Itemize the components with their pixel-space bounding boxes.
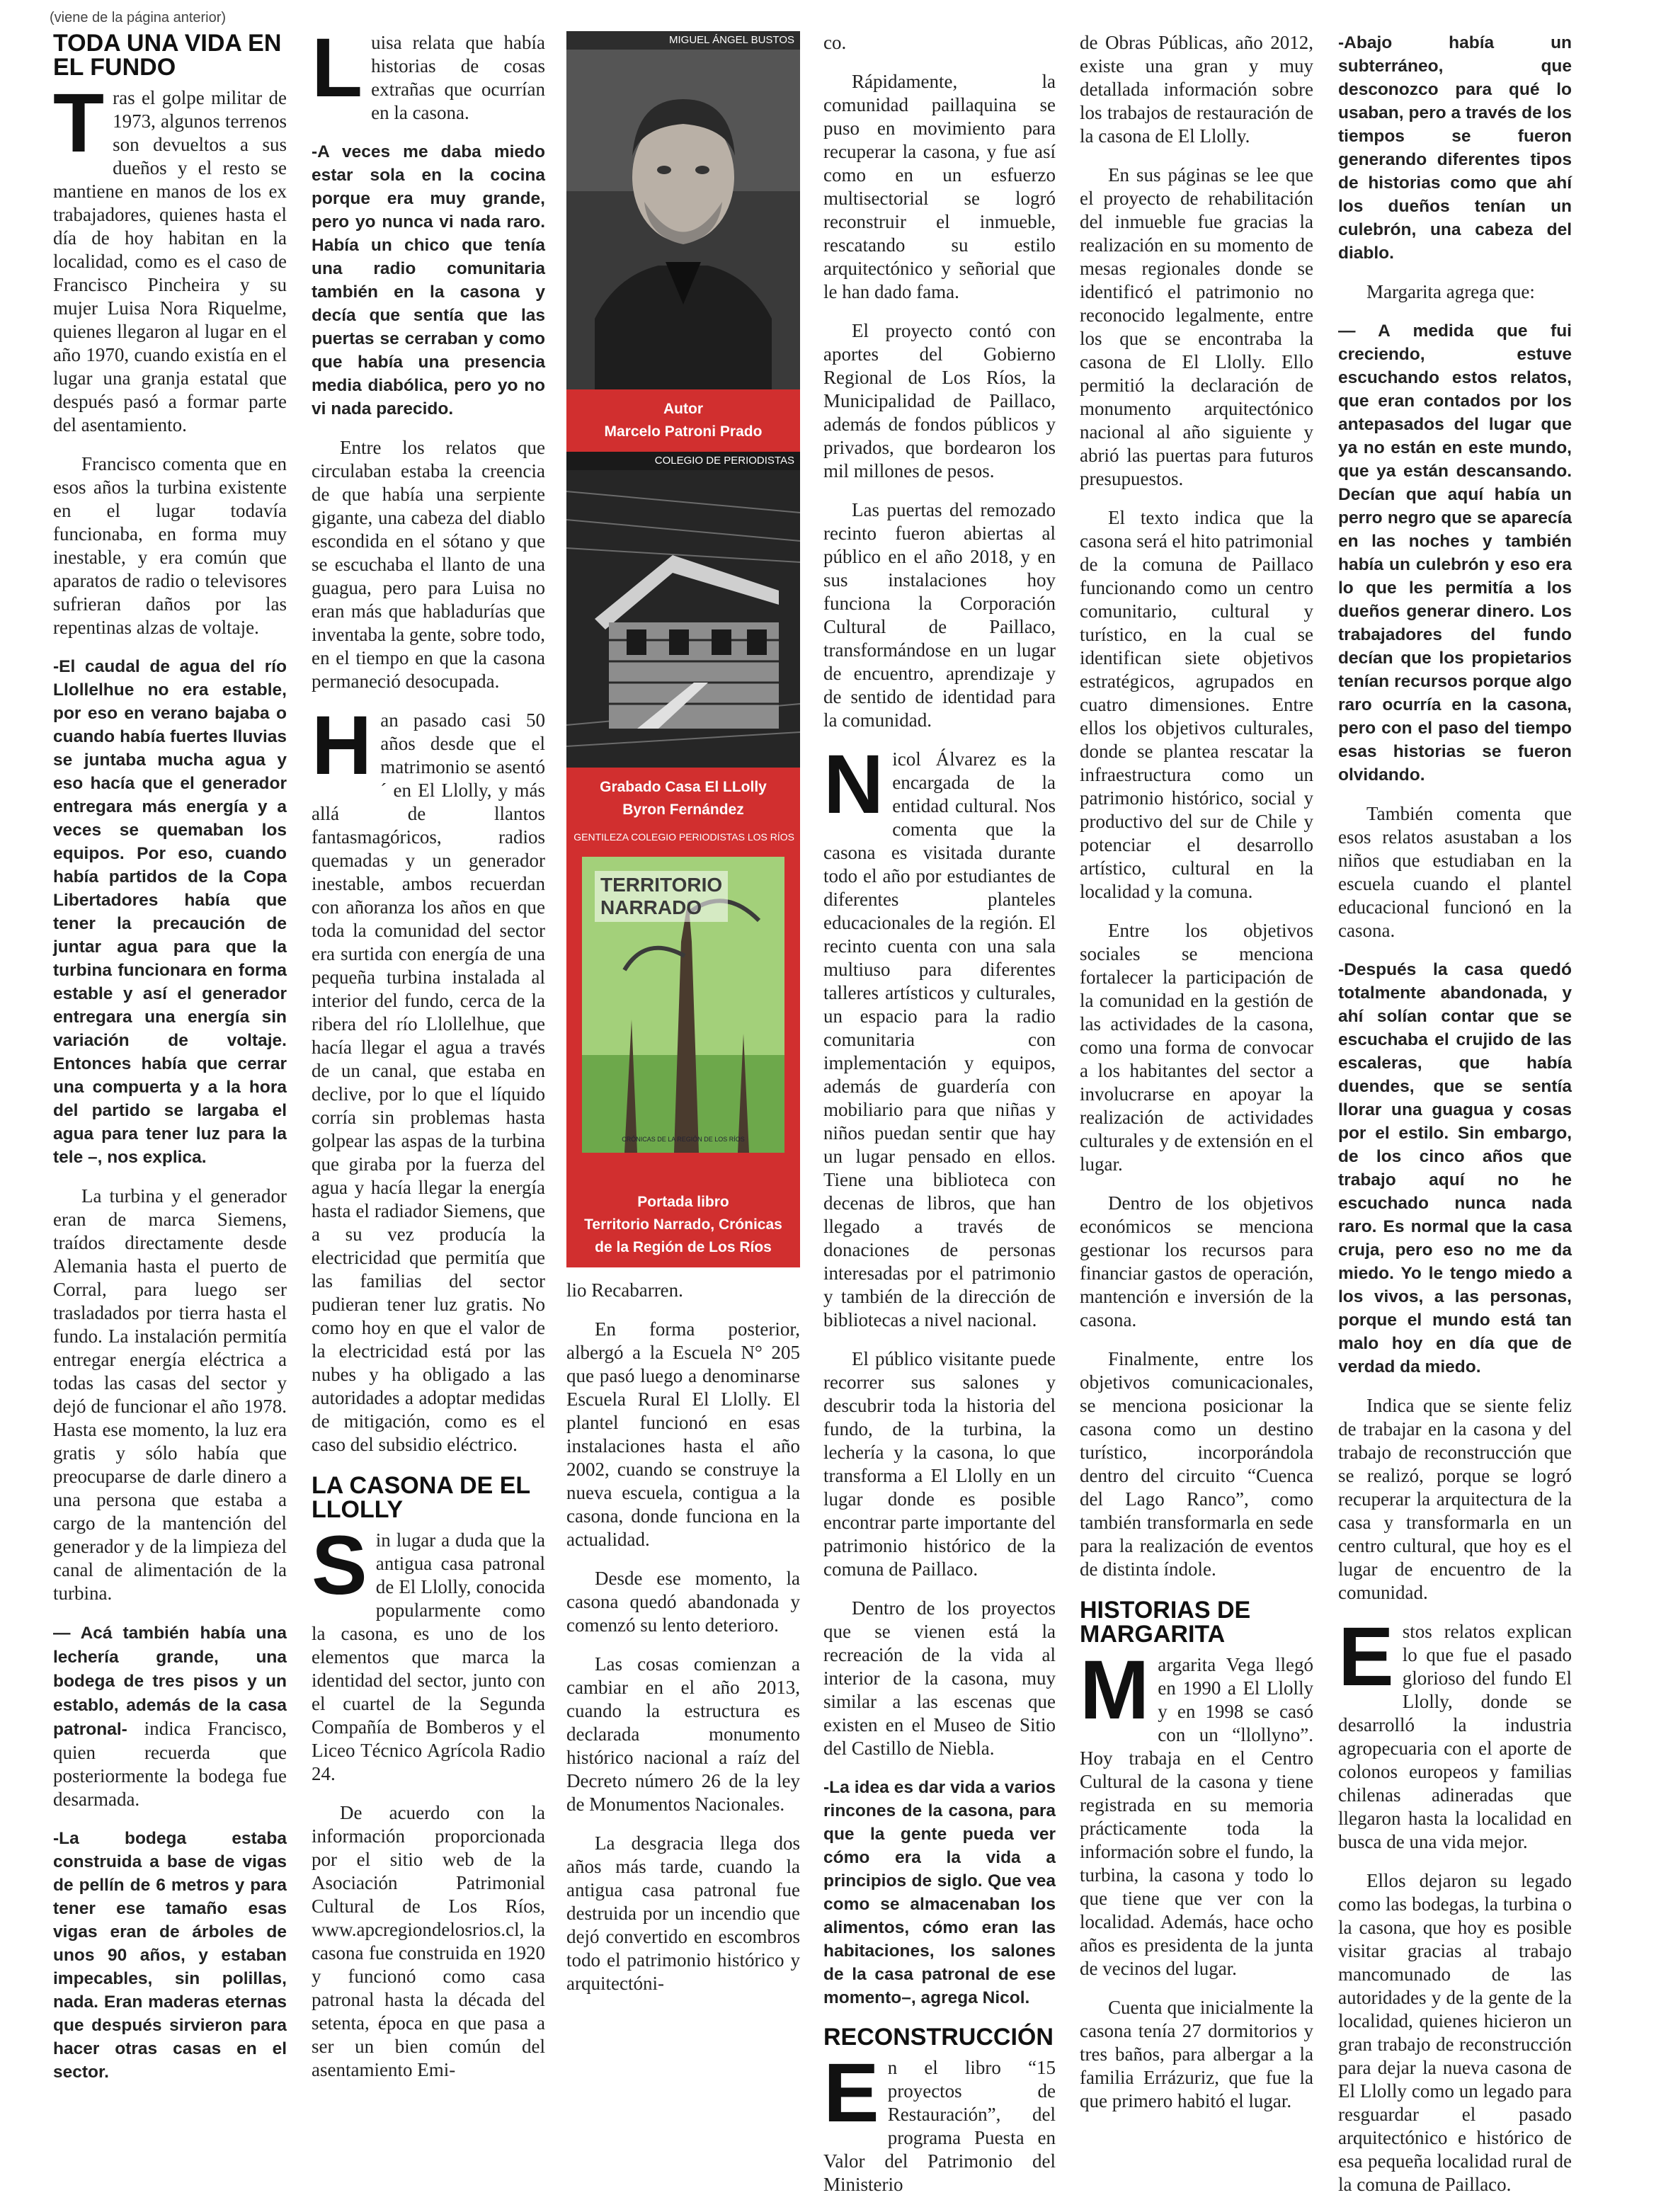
paragraph: En forma posterior, albergó a la Escuela N° 205 que pasó luego a denominarse Escuela Rural El Llolly. El plantel funcionó en esas instalaciones hasta el año 2002, cuando se construye la nueva escuela, contigua a la casona, donde funciona en la actualidad.: [566, 1318, 800, 1550]
drop-cap: N: [823, 738, 884, 831]
house-engraving-image: [566, 470, 800, 768]
paragraph: En sus páginas se lee que el proyecto de rehabilitación del inmueble fue gracias la realización en su momento de mesas regionales donde se identificó el patrimonio no reconocido legalmente, entre los que se encontraba la casona de El Llolly. Ello permitió la declaración de monumento arquitectónico nacional al año siguiente y abrió las puertas para futuros presupuestos.: [1080, 164, 1313, 489]
paragraph: El proyecto contó con aportes del Gobierno Regional de Los Ríos, la Municipalidad de Paillaco, además de fondos públicos y privados, que bordearon los mil millones de pesos.: [823, 320, 1056, 481]
quote: -La idea es dar vida a varios rincones de la casona, para que la gente pueda ver cómo era la vida a principios de siglo. Que vea como se almacenaban los alimentos, cómo eran las habitaciones, los salones de la casa patronal de ese momento–, agrega Nicol.: [823, 1778, 1056, 2007]
paragraph: El público visitante puede recorrer sus salones y descubrir toda la historia del fundo, de la turbina, la lechería y la casona, lo que transforma a El Llolly en un lugar donde es posible encontrar parte importante del patrimonio histórico de la comuna de Paillaco.: [823, 1348, 1056, 1580]
drop-cap: E: [1338, 1610, 1394, 1704]
column-2: [312, 21, 545, 2097]
drop-cap: T: [53, 76, 105, 170]
quote: -El caudal de agua del río Llollelhue no era estable, por eso en verano bajaba o cuando había fuertes lluvias se juntaba mucha agua y eso hacía que el generador entregara más energía y a veces se quemaban los equipos. Por eso, cuando había partidos de la Copa Libertadores había que tener la precaución de juntar agua para que la turbina funcionara en forma estable y así el generador entregara una energía sin variación de voltaje. Entonces había que cerrar una compuerta y a la hora del partido se largaba el agua para tener luz para la tele –, nos explica.: [53, 657, 287, 1167]
paragraph: Rápidamente, la comunidad paillaquina se puso en movimiento para recuperar la casona, y fue así como en un esfuerzo multisectorial se logró reconstruir el inmueble, rescatando su estilo arquitectónico y señorial que le han dado fama.: [823, 71, 1056, 302]
continued-label: (viene de la página anterior): [50, 10, 227, 25]
drop-cap: H: [312, 699, 372, 792]
column-3-text: [566, 1279, 800, 2011]
paragraph: Sin lugar a duda que la antigua casa patronal de El Llolly, conocida popularmente como la casona, es uno de los elementos que marca la identidad del sector, junto con el cuartel de la Segunda Compañía de Bomberos y el Liceo Técnico Agrícola Radio 24.: [312, 1519, 545, 1784]
book-credit: GENTILEZA COLEGIO PERIODISTAS LOS RÍOS: [566, 830, 800, 847]
paragraph: Dentro de los objetivos económicos se menciona gestionar los recursos para financiar gastos de operación, mantención e inversión de la casona.: [1080, 1192, 1313, 1330]
paragraph: También comenta que esos relatos asustaban a los niños que estudiaban en la escuela cuando el plantel educacional funcionó en la casona.: [1338, 803, 1572, 941]
photo-credit: MIGUEL ÁNGEL BUSTOS: [566, 31, 800, 50]
caption-line: Portada libro: [637, 1194, 729, 1210]
paragraph: En el libro “15 proyectos de Restauración”, del programa Puesta en Valor del Patrimonio del Ministerio: [823, 2046, 1056, 2195]
paragraph: Indica que se siente feliz de trabajar en la casona y del trabajo de reconstrucción que se realizó, porque se logró recuperar la arquitectura de la casa y transformarla en un centro cultural, que hoy es el lugar de encuentro de la comunidad.: [1338, 1395, 1572, 1603]
drop-cap: M: [1080, 1643, 1150, 1737]
quote: — A medida que fui creciendo, estuve escuchando estos relatos, que eran contados por los antepasados del lugar que ya no están en este mundo, que ya están descansando. Decían que aquí había un perro negro que se aparecía en las noches y también había un culebrón y eso era lo que les permitía a los dueños generar dinero. Los trabajadores del fundo decían que los propietarios tenían recursos porque algo raro ocurría en la casona, pero con el paso del tiempo esas historias se fueron olvidando.: [1338, 321, 1572, 785]
caption-line: Marcelo Patroni Prado: [604, 423, 763, 440]
engraving-caption: [566, 768, 800, 830]
quote: -Abajo había un subterráneo, que desconozco para qué lo usaban, pero a través de los tiempos se fueron generando diferentes tipos de historias como que ahí los dueños tenían un culebrón, una cabeza del diablo.: [1338, 33, 1572, 263]
section-title-historias: HISTORIAS DE MARGARITA: [1080, 1597, 1251, 1648]
paragraph: Margarita Vega llegó en 1990 a El Llolly y en 1998 se casó con un “llollyno”. Hoy trabaja en el Centro Cultural de la casona y tiene registrada en su memoria prácticamente toda la información sobre el fundo, la turbina, la casona y todo lo que tiene que ver con la localidad. Además, hace ocho años es presidenta de la junta de vecinos del lugar.: [1080, 1643, 1313, 1979]
paragraph: de Obras Públicas, año 2012, existe una gran y muy detallada información sobre los trabajos de restauración de la casona de El Llolly.: [1080, 32, 1313, 147]
caption-line: Byron Fernández: [622, 802, 744, 818]
quote: -Después la casa quedó totalmente abandonada, y ahí solían contar que se escuchaba el crujido de las escaleras, que había duendes, que se sentía llorar una guagua y cosas por el estilo. Sin embargo, de los cinco años que trabajo aquí no he escuchado nunca nada raro. Es normal que la casa cruja, pero eso no me da miedo. Yo le tengo miedo a los vivos, a las personas, porque el mundo está tan malo hoy en día que de verdad da miedo.: [1338, 960, 1572, 1376]
paragraph: Dentro de los proyectos que se vienen está la recreación de la vida al interior de la casona, muy similar a las escenas que existen en el Museo de Sitio del Castillo de Niebla.: [823, 1597, 1056, 1759]
paragraph: Estos relatos explican lo que fue el pasado glorioso del fundo El Llolly, donde se desarrolló la industria agropecuaria con el aporte de colonos europeos y familias chilenas adineradas que llegaron hasta la localidad en busca de una vida mejor.: [1338, 1610, 1572, 1852]
section-title-casona: LA CASONA DE EL LLOLLY: [312, 1472, 530, 1523]
quote-mixed: — Acá también había una lechería grande, una bodega de tres pisos y un establo, además de la casa patronal- indica Francisco, quien recuerda que posteriormente la bodega fue desarmada.: [53, 1624, 287, 1810]
drop-cap: L: [312, 21, 363, 115]
paragraph: Nicol Álvarez es la encargada de la entidad cultural. Nos comenta que la casona es visitada durante todo el año por estudiantes de diferentes planteles educacionales de la región. El recinto cuenta con una sala multiuso para diferentes talleres artísticos y culturales, un espacio para la radio comunitaria con implementación y equipos, además de guardería con mobiliario para que niñas y niños puedan sentir que hay un lugar pensado en ellos. Tiene una biblioteca con decenas de libros, que han llegado a través de donaciones de personas interesadas por el patrimonio y también de la dirección de bibliotecas a nivel nacional.: [823, 738, 1056, 1330]
paragraph: Margarita agrega que:: [1366, 281, 1535, 302]
author-caption: [566, 389, 800, 452]
paragraph: El texto indica que la casona será el hito patrimonial de la comuna de Paillaco funcionando como un centro comunitario, cultural y turístico, en la cual se identifican siete objetivos estratégicos, agrupados en cuatro dimensiones. Entre ellos los objetivos culturales, donde se plantea rescatar la infraestructura como un patrimonio histórico, social y productivo del sur de Chile y potenciar el desarrollo artístico, cultural en la localidad y la comuna.: [1080, 507, 1313, 902]
drop-cap: E: [823, 2046, 879, 2140]
caption-line: Autor: [663, 401, 703, 417]
paragraph: co.: [823, 32, 847, 53]
caption-line: Grabado Casa El LLolly: [600, 779, 767, 795]
section-title-fundo: TODA UNA VIDA EN EL FUNDO: [53, 30, 282, 81]
paragraph: Entre los objetivos sociales se menciona fortalecer la participación de la comunidad en la gestión de las actividades de la casona, como una forma de convocar a los habitantes del sector a involucrarse en apoyar la realización de actividades culturales y de extensión en el lugar.: [1080, 920, 1313, 1175]
paragraph: Cuenta que inicialmente la casona tenía 27 dormitorios y tres baños, para albergar a la familia Errázuriz, que fue la que primero habitó el lugar.: [1080, 1997, 1313, 2111]
paragraph: Finalmente, entre los objetivos comunicacionales, se menciona posicionar la casona como un destino turístico, incorporándola dentro del circuito “Cuenca del Lago Ranco”, como también transformarla en sede para la realización de eventos de distinta índole.: [1080, 1348, 1313, 1580]
drop-cap: S: [312, 1519, 367, 1612]
quote: -A veces me daba miedo estar sola en la cocina porque era muy grande, pero yo nunca vi nada raro. Había un chico que tenía una radio comunitaria también en la casona y decía que sentía que las puertas se cerraban y como que había una presencia media diabólica, pero yo no vi nada parecido.: [312, 142, 545, 418]
engraving-image: [566, 470, 800, 768]
image-sidebar: [566, 31, 800, 1255]
book-cover-box: [566, 847, 800, 1182]
book-caption: [566, 1182, 800, 1267]
paragraph: La turbina y el generador eran de marca Siemens, traídos directamente desde Alemania hasta el puerto de Corral, para luego ser trasladados por tierra hasta el fundo. La instalación permitía entregar energía eléctrica a todas las casas del sector y dejó de funcionar el año 1978. Hasta ese momento, la luz era gratis y sólo había que preocuparse de darle dinero a una persona que estaba a cargo de la mantención del generador y de la limpieza del canal de alimentación de la turbina.: [53, 1185, 287, 1604]
book-cover: [582, 857, 784, 1153]
engraving-credit: COLEGIO DE PERIODISTAS: [566, 452, 800, 470]
column-4: [823, 31, 1056, 2212]
paragraph: Han pasado casi 50 años desde que el matrimonio se asentó´ en El Llolly, y más allá de llantos fantasmagóricos, radios quemadas y un generador inestable, ambos recuerdan con añoranza los años en que toda la comunidad del sector era surtida con energía de una pequeña turbina instalada al interior del fundo, cerca de la ribera del río Llollelhue, que hacía llegar el agua a través de un canal, que estaba en declive, por lo que el líquido corría sin problemas hasta golpear las aspas de la turbina que giraba por la fuerza del agua y hacía llegar la energía hasta el radiador Siemens, que a su vez producía la electricidad que permitía que las familias del sector pudieran tener luz gratis. No como hoy en que el valor de la electricidad está por las nubes y ha obligado a las autoridades a adoptar medidas de mitigación, como es el caso del subsidio eléctrico.: [312, 699, 545, 1455]
author-photo: [566, 50, 800, 389]
paragraph: lio Recabarren.: [566, 1279, 683, 1301]
column-1: [53, 31, 287, 2099]
cover-title-line: NARRADO: [600, 896, 702, 918]
paragraph: Francisco comenta que en esos años la turbina existente en el lugar todavía funcionaba, en forma muy inestable, y era común que aparatos de radio o televisores sufrieran daños por las repentinas alzas de voltaje.: [53, 453, 287, 638]
paragraph: Ellos dejaron su legado como las bodegas, la turbina o la casona, que hoy es posible visitar gracias al trabajo mancomunado de las autoridades y de la gente de la localidad, quienes hicieron un gran trabajo de reconstrucción para dejar la nueva casona de El Llolly como un legado para resguardar el pasado arquitectónico e histórico de esa pequeña localidad rural de la comuna de Paillaco.: [1338, 1870, 1572, 2195]
paragraph: Las puertas del remozado recinto fueron abiertas al público en el año 2018, y en sus instalaciones hoy funciona la Corporación Cultural de Paillaco, transformándose en un lugar de encuentro, aprendizaje y de sentido de identidad para la comunidad.: [823, 499, 1056, 731]
author-portrait-image: [566, 50, 800, 389]
quote: -La bodega estaba construida a base de vigas de pellín de 6 metros y para tener ese tamaño esas vigas eran de árboles de unos 90 años, y estaban impecables, sin polillas, nada. Eran maderas eternas que después sirvieron para hacer otras casas en el sector.: [53, 1829, 287, 2082]
column-5: [1080, 31, 1313, 2128]
paragraph: Desde ese momento, la casona quedó abandonada y comenzó su lento deterioro.: [566, 1568, 800, 1636]
paragraph: Entre los relatos que circulaban estaba la creencia de que había una serpiente gigante, una cabeza del diablo escondida en el sótano y que se escuchaba el llanto de una guagua, pero para Luisa no eran más que habladurías que inventaba la gente, sobre todo, en el tiempo en que la casona permaneció desocupada.: [312, 437, 545, 692]
section-title-reconstruccion: RECONSTRUCCIÓN: [823, 2024, 1054, 2051]
paragraph: Las cosas comienzan a cambiar en el año 2013, cuando la estructura es declarada monumento histórico nacional a raíz del Decreto número 26 de la ley de Monumentos Nacionales.: [566, 1653, 800, 1815]
book-cover-title: [595, 871, 728, 922]
paragraph: De acuerdo con la información proporcionada por el sitio web de la Asociación Patrimonial Cultural de Los Ríos, www.apcregiondelosrios.cl, la casona fue construida en 1920 y funcionó como casa patronal hasta la década del setenta, época en que pasa a ser un bien común del asentamiento Emi-: [312, 1802, 545, 2080]
paragraph: La desgracia llega dos años más tarde, cuando la antigua casa patronal fue destruida por un incendio que dejó convertido en escombros todo el patrimonio histórico y arquitectóni-: [566, 1832, 800, 1994]
cover-title-line: TERRITORIO: [600, 874, 723, 896]
paragraph: Tras el golpe militar de 1973, algunos terrenos son devueltos a sus dueños y el resto se mantiene en manos de los ex trabajadores, quienes hasta el día de hoy habitan en la localidad, como es el caso de Francisco Pincheira y su mujer Luisa Nora Riquelme, quienes llegaron al lugar en el año 1970, cuando existía en el lugar una granja estatal que después pasó a formar parte del asentamiento.: [53, 76, 287, 435]
paragraph: Luisa relata que había historias de cosas extrañas que ocurrían en la casona.: [312, 21, 545, 123]
book-cover-subtitle: CRÓNICAS DE LA REGIÓN DE LOS RÍOS: [622, 1136, 745, 1143]
column-6: [1338, 31, 1572, 2212]
caption-line: Territorio Narrado, Crónicas de la Región de Los Ríos: [584, 1216, 782, 1255]
